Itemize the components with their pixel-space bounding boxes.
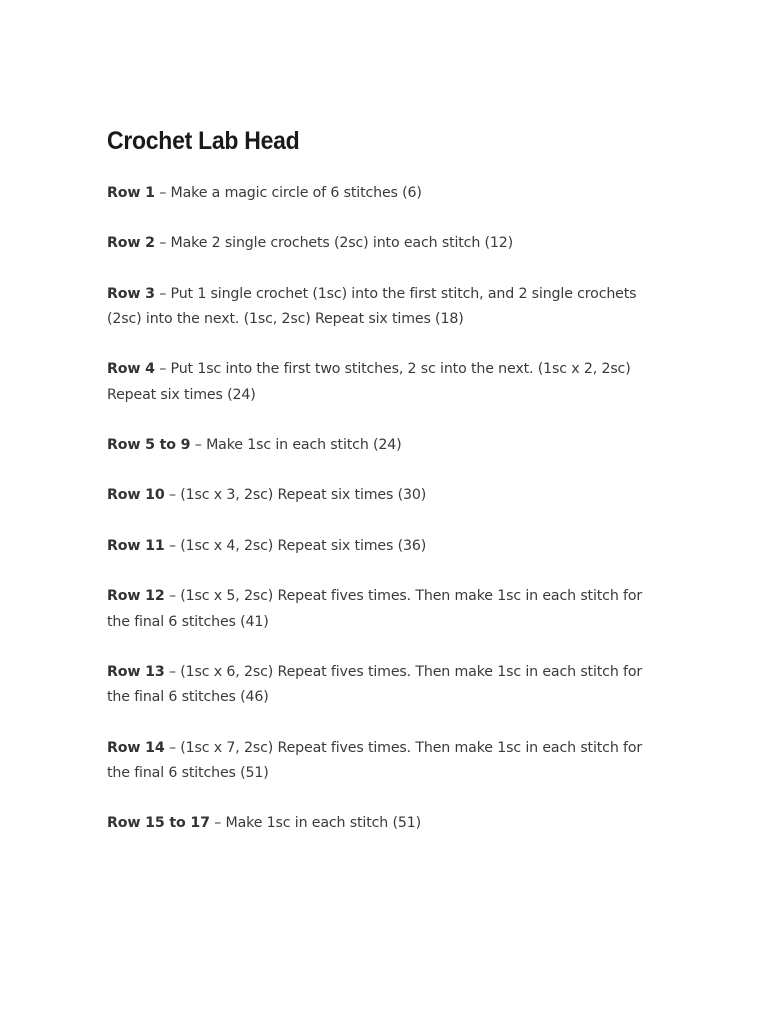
pattern-row-4 bbox=[107, 357, 662, 408]
row-separator: – bbox=[168, 739, 176, 756]
pattern-row-5-to-9 bbox=[107, 433, 662, 459]
pattern-row-1 bbox=[107, 181, 662, 207]
row-label: Row 4 bbox=[107, 361, 155, 378]
row-label: Row 15 to 17 bbox=[107, 815, 210, 832]
row-label: Row 2 bbox=[107, 235, 155, 252]
row-label: Row 3 bbox=[107, 285, 155, 302]
row-separator: – bbox=[168, 537, 176, 554]
row-separator: – bbox=[168, 487, 176, 504]
row-instruction: Make 2 single crochets (2sc) into each stitch (12) bbox=[170, 235, 514, 252]
pattern-row-3 bbox=[107, 282, 662, 333]
row-separator: – bbox=[159, 235, 167, 252]
pattern-row-2 bbox=[107, 231, 662, 257]
row-instruction: Put 1sc into the first two stitches, 2 sc into the next. (1sc x 2, 2sc) Repeat six times (24) bbox=[107, 361, 631, 403]
pattern-document bbox=[107, 124, 662, 862]
row-instruction: (1sc x 5, 2sc) Repeat fives times. Then make 1sc in each stitch for the final 6 stitches (41) bbox=[107, 588, 643, 630]
pattern-row-11 bbox=[107, 534, 662, 560]
pattern-row-13 bbox=[107, 660, 662, 711]
row-separator: – bbox=[159, 361, 167, 378]
row-separator: – bbox=[159, 285, 167, 302]
row-label: Row 12 bbox=[107, 588, 165, 605]
row-label: Row 13 bbox=[107, 663, 165, 680]
row-separator: – bbox=[159, 185, 167, 201]
row-label: Row 11 bbox=[107, 537, 165, 554]
row-instruction: Make 1sc in each stitch (51) bbox=[225, 815, 421, 832]
row-instruction: (1sc x 6, 2sc) Repeat fives times. Then make 1sc in each stitch for the final 6 stitches (46) bbox=[107, 663, 643, 706]
row-separator: – bbox=[168, 588, 176, 605]
page-title: Crochet Lab Head bbox=[107, 127, 300, 155]
row-instruction: Make a magic circle of 6 stitches (6) bbox=[170, 185, 422, 201]
row-instruction: Make 1sc in each stitch (24) bbox=[206, 437, 402, 454]
row-instruction: (1sc x 4, 2sc) Repeat six times (36) bbox=[180, 537, 427, 554]
row-label: Row 10 bbox=[107, 487, 165, 504]
pattern-row-12 bbox=[107, 584, 662, 635]
row-label: Row 14 bbox=[107, 739, 165, 756]
row-separator: – bbox=[194, 437, 202, 454]
row-instruction: Put 1 single crochet (1sc) into the first stitch, and 2 single crochets (2sc) into the next. (1sc, 2sc) Repeat six times (18) bbox=[107, 285, 637, 328]
row-list bbox=[107, 181, 662, 837]
pattern-row-15-to-17 bbox=[107, 811, 662, 837]
row-instruction: (1sc x 7, 2sc) Repeat fives times. Then make 1sc in each stitch for the final 6 stitches (51) bbox=[107, 739, 643, 782]
pattern-row-14 bbox=[107, 736, 662, 787]
row-instruction: (1sc x 3, 2sc) Repeat six times (30) bbox=[180, 487, 427, 504]
row-label: Row 1 bbox=[107, 185, 155, 201]
row-label: Row 5 to 9 bbox=[107, 437, 191, 454]
row-separator: – bbox=[214, 815, 222, 832]
pattern-row-10 bbox=[107, 483, 662, 509]
row-separator: – bbox=[168, 663, 176, 680]
